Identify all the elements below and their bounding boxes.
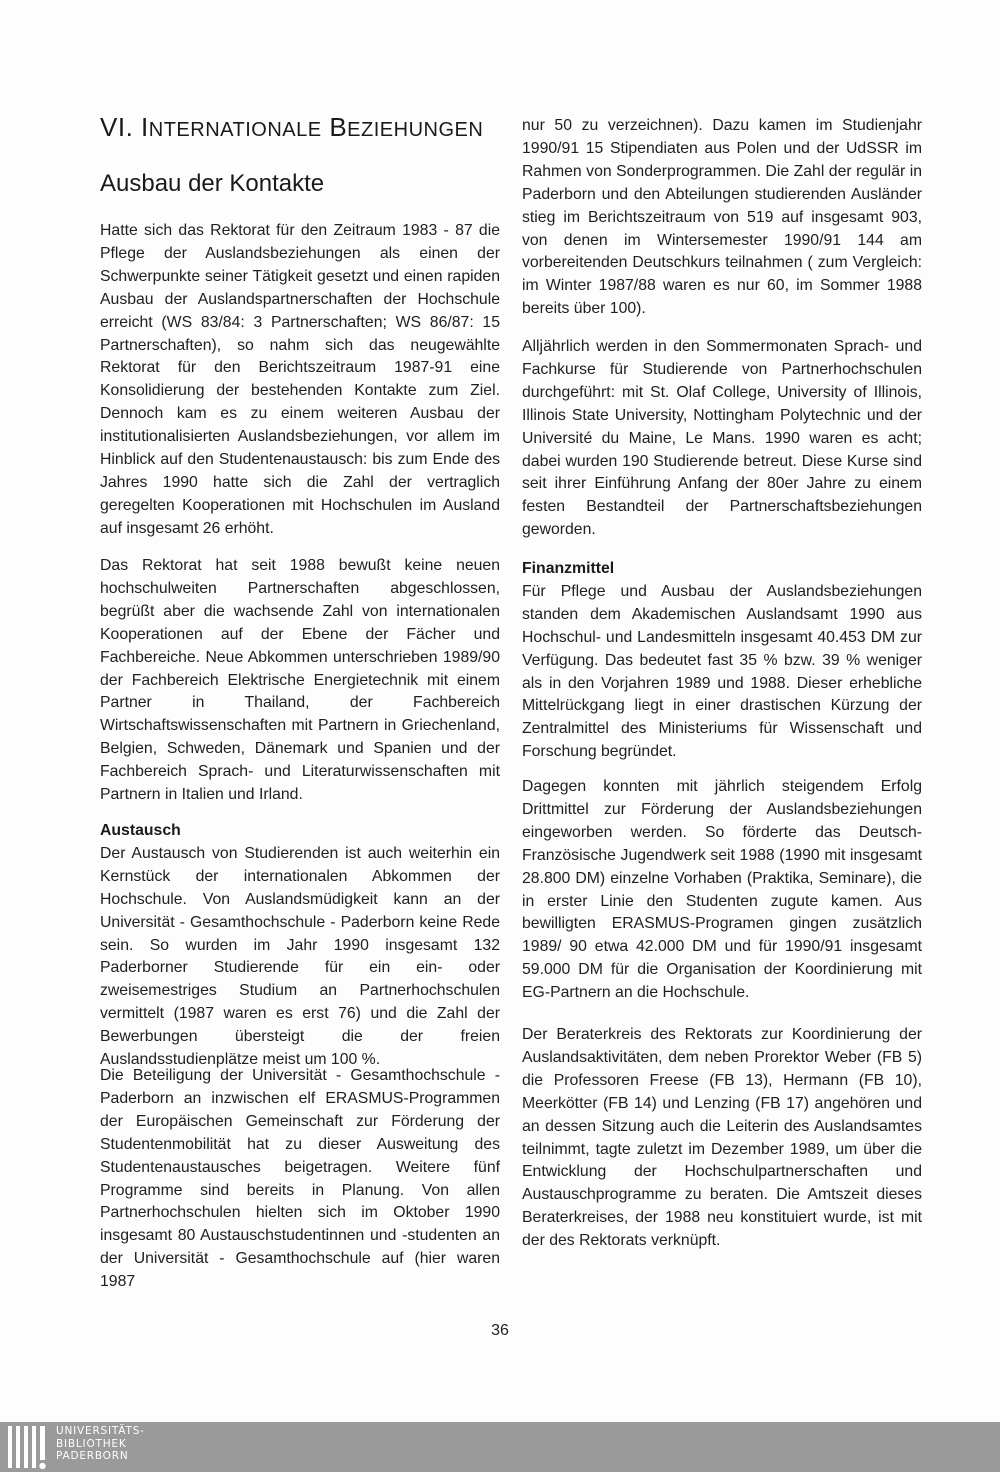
right-paragraph-2-block xyxy=(522,336,922,542)
right-paragraph-3: Für Pflege und Ausbau der Auslandsbeziehungen standen dem Akademischen Auslandsamt 1990 aus Hochschul- und Landesmitteln insgesamt 40.453 DM zur Verfügung. Das bedeutet fast 35 % bzw. 39 % weniger als in den Vorjahren 1989 und 1988. Dieser erhebliche Mittelrückgang liegt in einer drastischen Kürzung der Zentralmittel des Ministeriums für Wissenschaft und Forschung begründet. xyxy=(522,582,922,761)
page-number: 36 xyxy=(491,1322,509,1339)
chapter-numeral: VI. xyxy=(100,112,134,142)
chapter-word2-rest: EZIEHUNGEN xyxy=(347,119,484,141)
right-paragraph-4-block xyxy=(522,776,922,1005)
left-paragraph-4-block xyxy=(100,1065,500,1294)
library-footer-bar xyxy=(0,1422,1000,1472)
chapter-title xyxy=(100,112,483,143)
right-paragraph-5: Der Beraterkreis des Rektorats zur Koordinierung der Auslandsaktivitäten, dem neben Prorektor Weber (FB 5) die Professoren Freese (FB 13), Hermann (FB 10), Meerkötter (FB 14) und Lenzing (FB 17) angehören und an dessen Sitzung auch die Leiterin des Auslandsamtes teilnimmt, tagte zuletzt im Dezember 1989, um über die Entwicklung der Hochschulpartnerschaften und Austauschprogramme zu beraten. Die Amtszeit dieses Beraterkreises, der 1988 neu konstituiert wurde, ist mit der des Rektorats verknüpft. xyxy=(522,1026,922,1250)
library-name-line-2: BIBLIOTHEK xyxy=(56,1437,127,1450)
left-paragraph-2-block xyxy=(100,555,500,807)
chapter-word1-rest: NTERNATIONALE xyxy=(148,119,322,141)
finanzmittel-block xyxy=(522,558,922,764)
left-paragraph-3: Der Austausch von Studierenden ist auch weiterhin ein Kernstück der internationalen Abkommen der Hochschule. Von Auslandsmüdigkeit kann an der Universität - Gesamthochschule - Paderborn keine Rede sein. So wurden im Jahr 1990 insgesamt 132 Paderborner Studierende für ein ein- oder zweisemestriges Studium an Partnerhochschulen vermittelt (1987 waren es erst 76) und die Zahl der Bewerbungen übersteigt die der freien Auslandsstudienplätze meist um 100 %. xyxy=(100,844,500,1069)
right-paragraph-4: Dagegen konnten mit jährlich steigendem Erfolg Drittmittel zur Förderung der Auslandsbeziehungen eingeworben werden. So förderte das Deutsch-Französische Jugendwerk seit 1988 (1990 mit insgesamt 28.800 DM) einzelne Vorhaben (Praktika, Seminare), die in erster Linie den Studenten zugute kamen. Aus bewilligten ERASMUS-Programen gingen zusätzlich 1989/ 90 etwa 42.000 DM und für 1990/91 insgesamt 59.000 DM für die Organisation der Koordinierung mit EG-Partnern an die Hochschule. xyxy=(522,778,922,1002)
library-logo-icon xyxy=(6,1422,54,1472)
left-paragraph-1: Hatte sich das Rektorat für den Zeitraum 1983 - 87 die Pflege der Auslandsbeziehungen als einen der Schwerpunkte seiner Tätigkeit gesetzt und einen rapiden Ausbau der Auslandspartnerschaften der Hochschule erreicht (WS 83/84: 3 Partnerschaften; WS 86/87: 15 Partnerschaften), so nahm sich das neugewählte Rektorat für den Berichtszeitraum 1987-91 eine Konsolidierung der bestehenden Kontakte zum Ziel. Dennoch kam es zu einem weiteren Ausbau der institutionalisierten Auslandsbeziehungen, vor allem im Hinblick auf den Studentenaustausch: bis zum Ende des Jahres 1990 hatte sich die Zahl der vertraglich geregelten Kooperationen mit Hochschulen im Ausland auf insgesamt 26 erhöht. xyxy=(100,222,500,537)
left-paragraph-2: Das Rektorat hat seit 1988 bewußt keine neuen hochschulweiten Partnerschaften abgeschlossen, begrüßt aber die wachsende Zahl von internationalen Kooperationen auf der Ebene der Fächer und Fachbereiche. Neue Abkommen unterschrieben 1989/90 der Fachbereich Elektrische Energietechnik mit einem Partner in Thailand, der Fachbereich Wirtschaftswissenschaften mit Partnern in Griechenland, Belgien, Schweden, Dänemark und Spanien und der Fachbereich Sprach- und Literaturwissenschaften mit Partnern in Italien und Irland. xyxy=(100,557,500,804)
austausch-block xyxy=(100,820,500,1072)
section-title: Ausbau der Kontakte xyxy=(100,170,325,197)
library-name xyxy=(56,1425,145,1463)
right-paragraph-5-block xyxy=(522,1024,922,1253)
right-paragraph-1-block xyxy=(522,115,922,321)
chapter-word1-initial: I xyxy=(141,112,149,142)
subhead-finanzmittel: Finanzmittel xyxy=(522,560,615,577)
library-name-line-1: UNIVERSITÄTS- xyxy=(56,1425,145,1437)
chapter-word2-initial: B xyxy=(329,112,348,142)
left-paragraph-4: Die Beteiligung der Universität - Gesamthochschule - Paderborn an inzwischen elf ERASMUS-Programmen der Europäischen Gemeinschaft zur Förderung der Studentenmobilität hat zu dieser Ausweitung des Studentenaustausches beigetragen. Weitere fünf Programme sind bereits in Planung. Von allen Partnerhochschulen hielten sich im Oktober 1990 insgesamt 80 Austauschstudentinnen und -studenten an der Universität - Gesamthochschule auf (hier waren 1987 xyxy=(100,1067,500,1291)
right-paragraph-1: nur 50 zu verzeichnen). Dazu kamen im Studienjahr 1990/91 15 Stipendiaten aus Polen und der UdSSR im Rahmen von Sonderprogrammen. Die Zahl der regulär in Paderborn und den Abteilungen studierenden Ausländer stieg im Berichtszeitraum von 519 auf insgesamt 903, von denen im Wintersemester 1990/91 144 am vorbereitenden Deutschkurs teilnahmen ( zum Vergleich: im Winter 1987/88 waren es nur 60, im Sommer 1988 bereits über 100). xyxy=(522,117,922,318)
right-paragraph-2: Alljährlich werden in den Sommermonaten Sprach- und Fachkurse für Studierende von Partnerhochschulen durchgeführt: mit St. Olaf College, University of Illinois, Illinois State University, Nottingham Polytechnic und der Université du Maine, Le Mans. 1990 waren es acht; dabei wurden 190 Studierende betreut. Diese Kurse sind seit ihrer Einführung Anfang der 80er Jahre zu einem festen Bestandteil der Partnerschaftsbeziehungen geworden. xyxy=(522,338,922,539)
left-paragraph-1-block xyxy=(100,220,500,541)
library-name-line-3: PADERBORN xyxy=(56,1450,129,1462)
subhead-austausch: Austausch xyxy=(100,822,181,839)
